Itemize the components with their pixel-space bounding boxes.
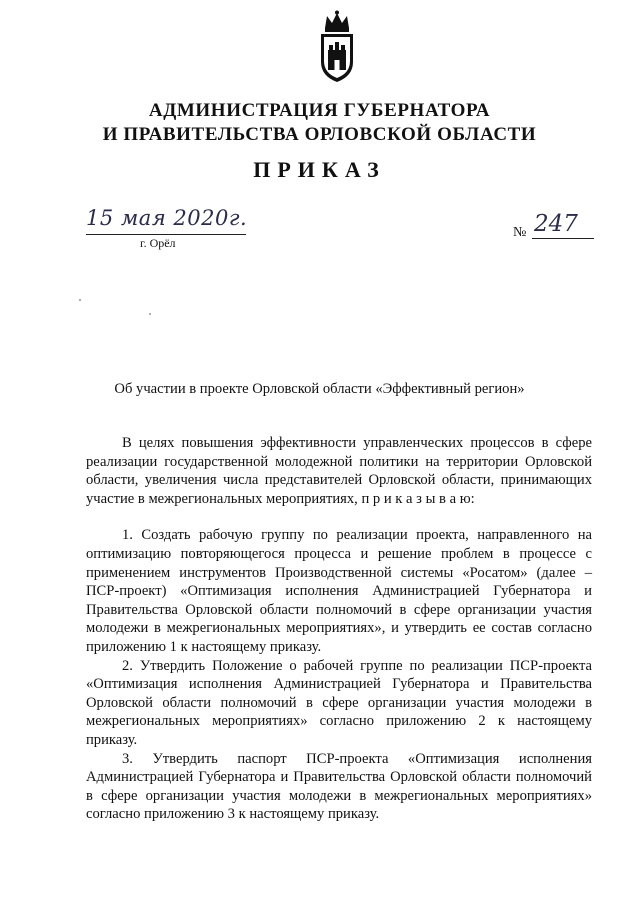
scan-speck bbox=[149, 313, 151, 315]
document-body bbox=[86, 434, 592, 824]
organization-name-line1: АДМИНИСТРАЦИЯ ГУБЕРНАТОРА bbox=[148, 100, 491, 121]
handwritten-number: 247 bbox=[534, 211, 578, 237]
document-type-title: ПРИКАЗ bbox=[253, 157, 386, 182]
intro-paragraph: В целях повышения эффективности управленческих процессов в сфере реализации государственной молодежной политики на территории Орловской области, увеличения числа представителей Орловской области, принимающих участие в межрегиональных мероприятиях, п р и к а з ы в а ю: bbox=[86, 435, 592, 507]
date-underline bbox=[86, 234, 246, 235]
city-label: г. Орёл bbox=[140, 236, 176, 250]
order-item-3: 3. Утвердить паспорт ПСР-проекта «Оптимизация исполнения Администрацией Губернатора и Правительства Орловской области полномочий в сфере организации участия молодежи в межрегиональных мероприятиях» согласно приложению 3 к настоящему приказу. bbox=[86, 750, 592, 823]
handwritten-date: 15 мая 2020г. bbox=[86, 206, 248, 230]
document-subject: Об участии в проекте Орловской области «Эффективный регион» bbox=[114, 381, 525, 397]
order-item-1: 1. Создать рабочую группу по реализации проекта, направленного на оптимизацию повторяющегося процесса и решение проблем в процессе с применением инструментов Производственной системы «Росатом» (далее – ПСР-проект) «Оптимизация исполнения Администрацией Губернатора и Правительства Орловской области полномочий в сфере организации участия молодежи в межрегиональных мероприятиях», и утвердить ее состав согласно приложению 1 к настоящему приказу. bbox=[86, 527, 592, 655]
number-underline bbox=[532, 238, 594, 239]
scan-speck bbox=[79, 299, 81, 301]
coat-of-arms-emblem-icon bbox=[316, 10, 358, 84]
organization-name-line2: И ПРАВИТЕЛЬСТВА ОРЛОВСКОЙ ОБЛАСТИ bbox=[102, 124, 537, 145]
order-item-2: 2. Утвердить Положение о рабочей группе по реализации ПСР-проекта «Оптимизация исполнения Администрацией Губернатора и Правительства Орловской области полномочий в сфере организации участия молодежи в межрегиональных мероприятиях» согласно приложению 2 к настоящему приказу. bbox=[86, 657, 592, 748]
paragraph-gap bbox=[86, 508, 592, 526]
number-label: № bbox=[513, 225, 527, 240]
